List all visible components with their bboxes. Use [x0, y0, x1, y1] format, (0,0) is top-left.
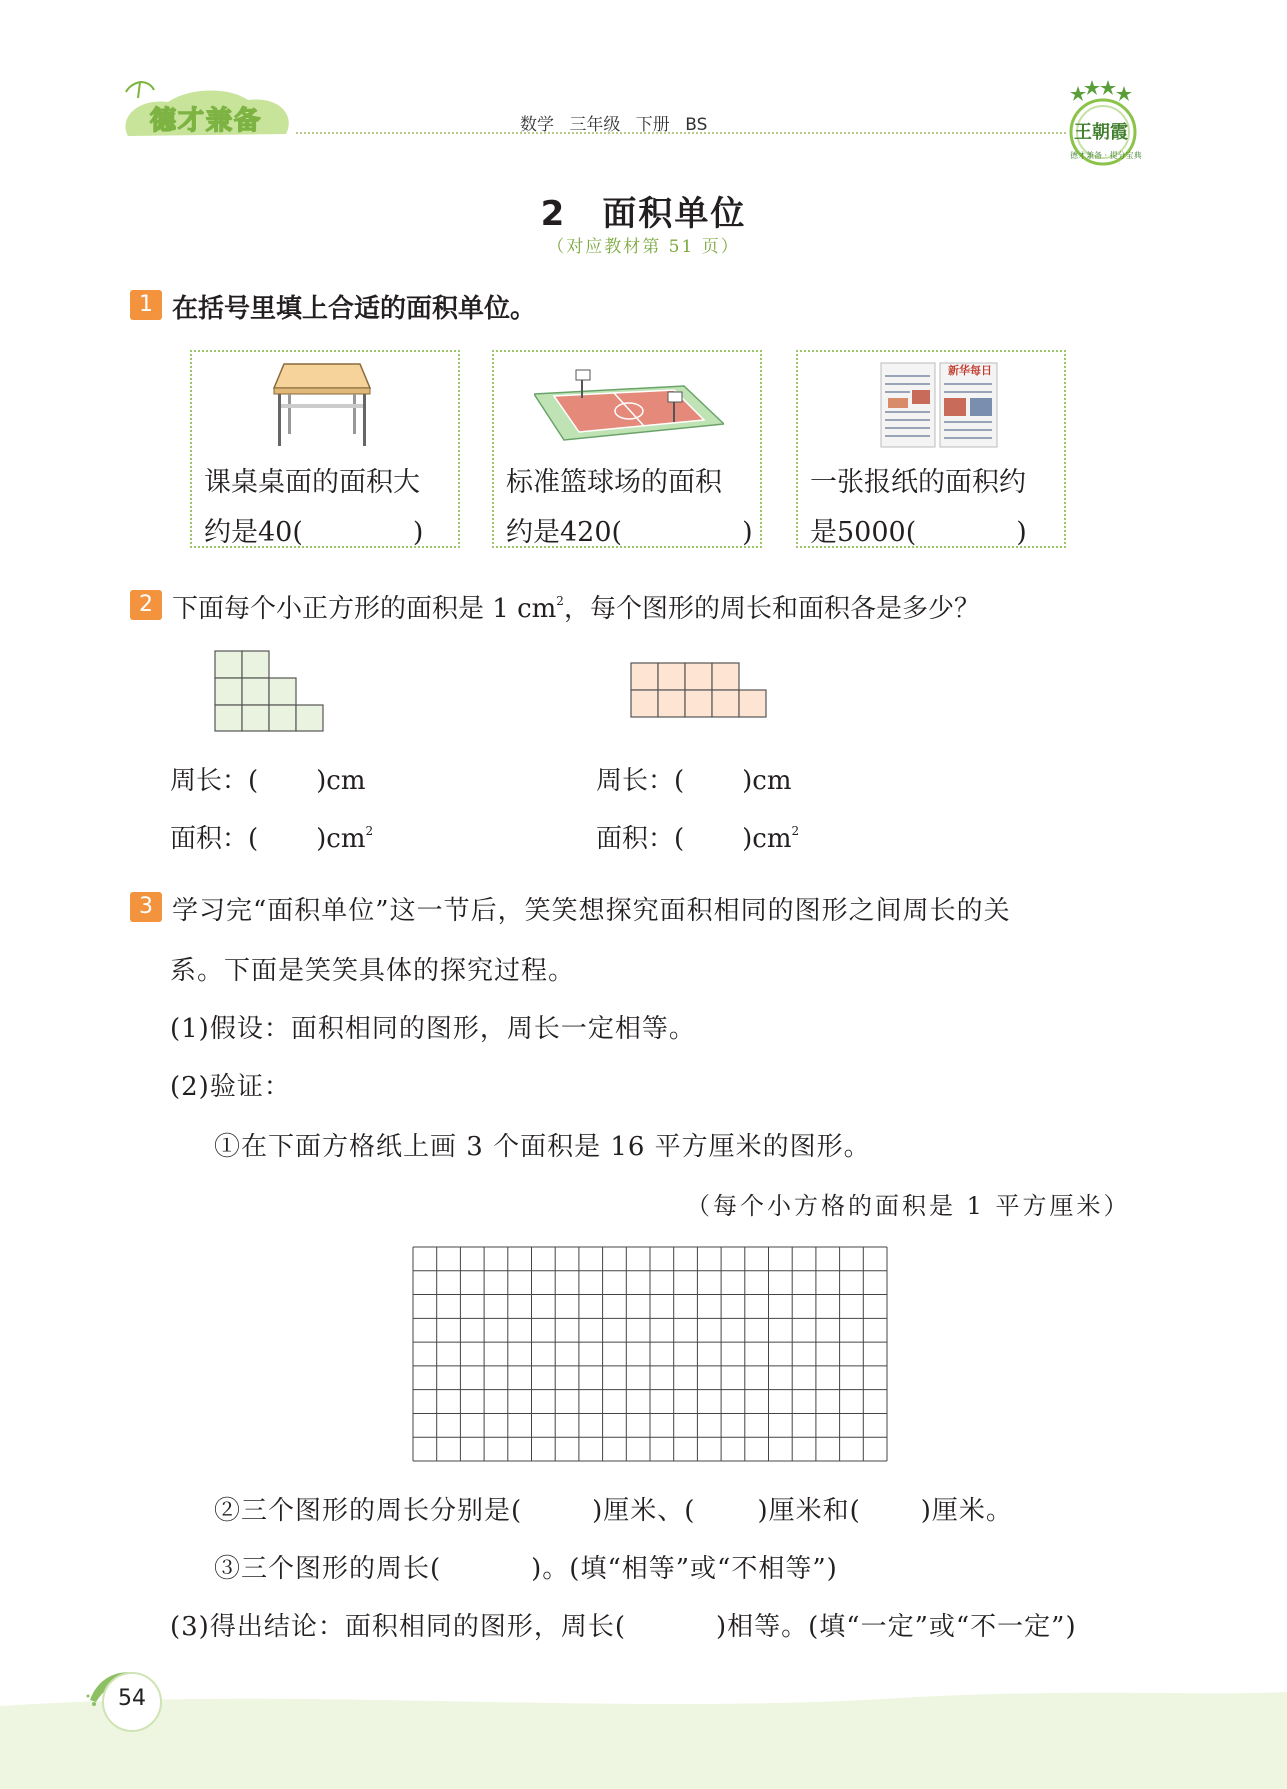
question-3-note: （每个小方格的面积是 1 平方厘米） — [686, 1192, 1131, 1220]
question-1-prompt: 在括号里填上合适的面积单位。 — [172, 294, 537, 324]
shape-a-area-sup: 2 — [365, 824, 374, 838]
sub2-d: )厘米。 — [920, 1496, 1013, 1526]
card-desk-line1: 课桌桌面的面积大 — [204, 467, 420, 498]
card-newspaper — [796, 350, 1066, 548]
question-2-prompt-sup: 2 — [556, 594, 564, 608]
question-3-line1: 学习完“面积单位”这一节后，笑笑想探究面积相同的图形之间周长的关 — [172, 896, 1011, 926]
shape-a-staircase — [214, 650, 326, 732]
shape-b-area-label: 面积：( — [596, 824, 685, 854]
shape-b-area — [596, 818, 799, 855]
question-3-step2: (2)验证： — [170, 1072, 291, 1102]
shape-b-area-unit: )cm — [742, 824, 792, 854]
card-desk-suffix: ) — [412, 517, 424, 548]
publisher-caption: 德才兼备 · 提分宝典 — [1070, 151, 1142, 160]
shape-a-perimeter-unit: )cm — [316, 766, 366, 796]
question-2-prompt-a: 下面每个小正方形的面积是 1 cm — [172, 594, 557, 624]
card-court — [492, 350, 762, 548]
shape-a-area-label: 面积：( — [170, 824, 259, 854]
grid-paper[interactable] — [412, 1246, 888, 1462]
shape-b-area-sup: 2 — [791, 824, 800, 838]
card-court-line2 — [506, 510, 753, 549]
sub2-a: ②三个图形的周长分别是( — [214, 1496, 523, 1526]
card-desk-prefix: 约是40( — [204, 517, 303, 548]
question-2-prompt — [172, 588, 980, 625]
question-3-sub1: ①在下面方格纸上画 3 个面积是 16 平方厘米的图形。 — [214, 1132, 871, 1162]
lesson-title: 2 面积单位 — [540, 194, 747, 234]
card-court-suffix: ) — [742, 517, 753, 548]
question-3-line2: 系。下面是笑笑具体的探究过程。 — [170, 956, 576, 986]
card-newspaper-prefix: 是5000( — [810, 517, 917, 548]
shape-b-rows — [630, 662, 770, 720]
question-2-prompt-b: ，每个图形的周长和面积各是多少？ — [563, 594, 980, 624]
shape-b-perimeter-label: 周长：( — [596, 766, 685, 796]
sub2-c: )厘米和( — [757, 1496, 861, 1526]
question-number-3: 3 — [130, 892, 162, 922]
card-court-prefix: 约是420( — [506, 517, 623, 548]
card-court-line1: 标准篮球场的面积 — [506, 467, 722, 498]
question-3-step3 — [170, 1606, 1077, 1643]
shape-a-area-unit: )cm — [316, 824, 366, 854]
question-3-sub2 — [214, 1490, 1013, 1527]
question-number-2: 2 — [130, 590, 162, 620]
step3-a: (3)得出结论：面积相同的图形，周长( — [170, 1612, 626, 1642]
card-desk-line2 — [204, 510, 423, 549]
card-newspaper-line1: 一张报纸的面积约 — [810, 467, 1026, 498]
sub3-a: ③三个图形的周长( — [214, 1554, 442, 1584]
footer-band — [0, 1686, 1287, 1789]
shape-b-perimeter-unit: )cm — [742, 766, 792, 796]
desk-icon — [272, 360, 372, 446]
card-newspaper-line2 — [810, 510, 1027, 549]
question-number-1: 1 — [130, 290, 162, 320]
page-number: 54 — [118, 1686, 146, 1711]
question-3-step1: (1)假设：面积相同的图形，周长一定相等。 — [170, 1014, 696, 1044]
sub2-b: )厘米、( — [592, 1496, 696, 1526]
shape-a-perimeter — [170, 760, 366, 797]
card-desk — [190, 350, 460, 548]
publisher-name: 王朝霞 — [1074, 122, 1128, 143]
step3-b: )相等。(填“一定”或“不一定”) — [715, 1612, 1077, 1642]
newspaper-masthead: 新华每日 — [948, 364, 992, 377]
shape-a-area — [170, 818, 373, 855]
shape-b-perimeter — [596, 760, 792, 797]
basketball-court-icon — [534, 364, 724, 446]
card-newspaper-suffix: ) — [1016, 517, 1027, 548]
shape-a-perimeter-label: 周长：( — [170, 766, 259, 796]
lesson-subtitle: （对应教材第 51 页） — [547, 237, 740, 257]
question-3-sub3 — [214, 1548, 838, 1585]
sub3-b: )。(填“相等”或“不相等”) — [531, 1554, 838, 1584]
brand-name: 德才兼备 — [150, 106, 263, 136]
book-info: 数学 三年级 下册 BS — [520, 115, 708, 135]
